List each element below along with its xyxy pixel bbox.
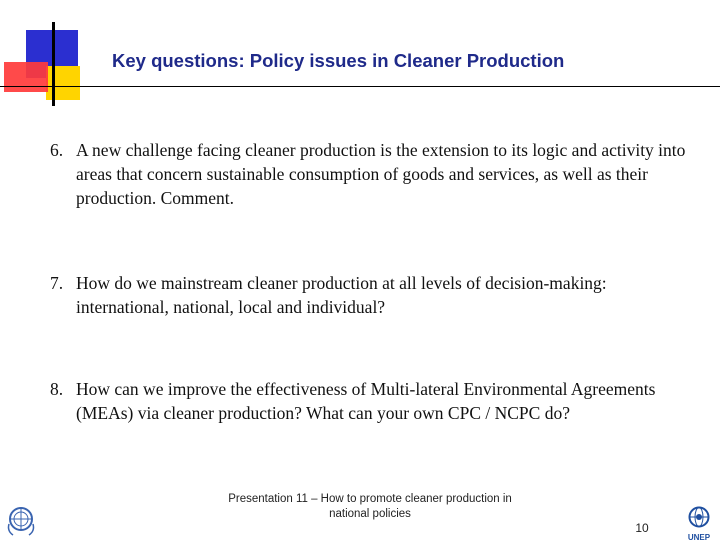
title-divider [0,86,720,87]
decor-red-square [4,62,48,92]
page-number: 10 [635,521,649,535]
decor-vertical-line [52,22,55,106]
question-text: A new challenge facing cleaner production is the extension to its logic and activity into areas that concern sustainable consumption of goods and services, as well as their production. Comment. [76,140,686,208]
unep-globe-icon [685,506,713,528]
question-item [50,138,700,210]
unep-logo [682,506,716,540]
unep-logo-text: UNEP [687,533,711,542]
question-number: 8. [50,379,64,399]
unido-logo [4,504,38,538]
slide-title: Key questions: Policy issues in Cleaner Production [112,50,565,71]
question-item [50,377,700,425]
question-number: 7. [50,273,64,293]
question-number: 6. [50,140,64,160]
footer-line-1: Presentation 11 – How to promote cleaner production in [228,493,512,505]
question-text: How can we improve the effectiveness of Multi-lateral Environmental Agreements (MEAs) via cleaner production? What can your own CPC / NCPC do? [76,379,656,423]
unido-emblem-icon [4,504,38,538]
question-text: How do we mainstream cleaner production at all levels of decision-making: international, national, local and individual? [76,273,607,317]
footer-caption [210,492,530,522]
footer-line-2: national policies [329,508,411,520]
question-item [50,271,700,319]
